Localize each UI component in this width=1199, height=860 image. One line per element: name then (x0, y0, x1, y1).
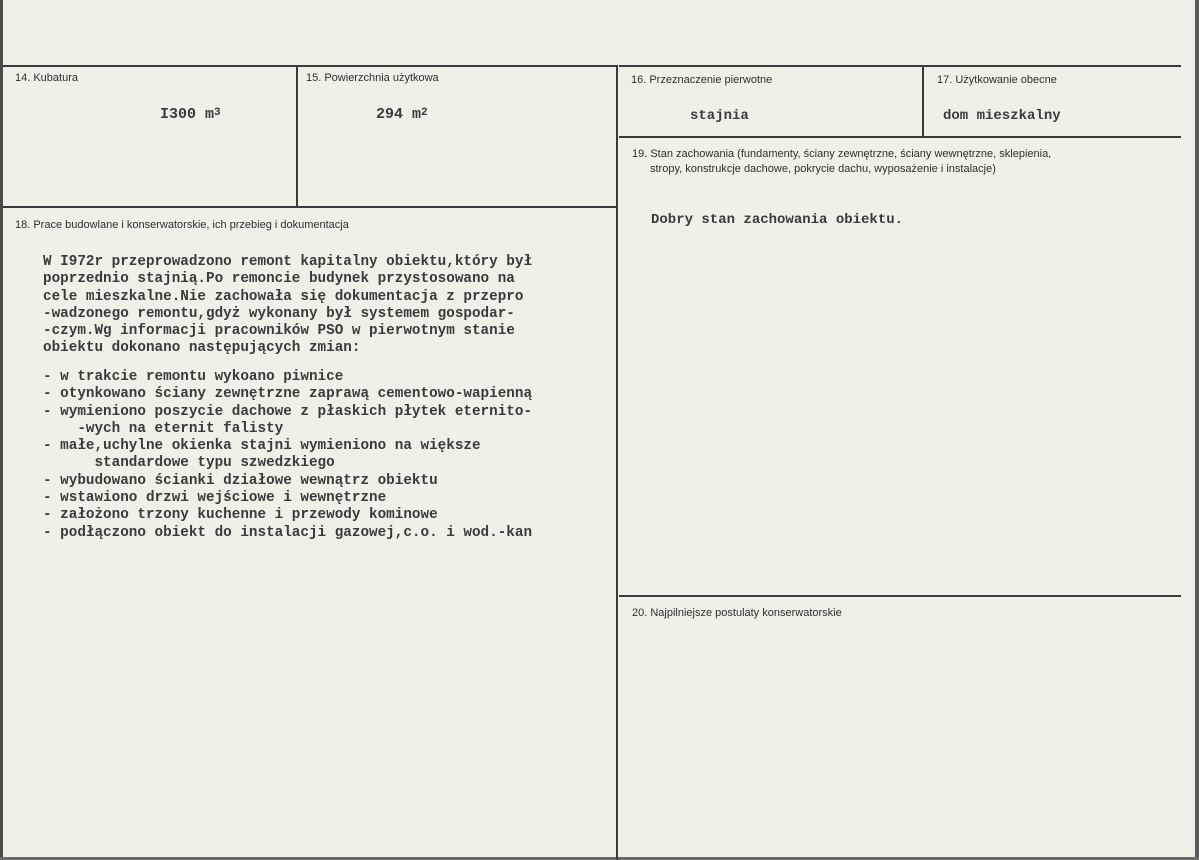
field-14-label: 14. Kubatura (15, 72, 78, 84)
field-15-label: 15. Powierzchnia użytkowa (306, 72, 439, 84)
field-18-change-list (43, 369, 621, 542)
list-item-continuation: -wych na eternit falisty (43, 420, 284, 437)
list-item: - założono trzony kuchenne i przewody kominowe (43, 507, 438, 524)
bleed-through-texture (60, 690, 560, 770)
list-item-continuation: standardowe typu szwedzkiego (43, 455, 335, 472)
list-item: - wymieniono poszycie dachowe z płaskich płytek eternito- (43, 403, 533, 420)
field-15-unit-exponent: 2 (421, 107, 428, 119)
field-17-value: dom mieszkalny (943, 108, 1061, 124)
list-item: - wstawiono drzwi wejściowe i wewnętrzne (43, 490, 387, 507)
list-item: - podłączono obiekt do instalacji gazowej,c.o. i wod.-kan (43, 524, 533, 541)
paragraph-line: -wadzonego remontu,gdyż wykonany był systemem gospodar- (43, 305, 515, 322)
rule-under-14-15 (3, 206, 617, 208)
field-14-unit-exponent: 3 (214, 107, 221, 119)
list-item: - otynkowano ściany zewnętrzne zaprawą cementowo-wapienną (43, 386, 533, 403)
card-edge-right (1195, 0, 1199, 860)
rule-under-19 (619, 595, 1181, 597)
field-16-value: stajnia (690, 108, 749, 124)
field-18-label: 18. Prace budowlane i konserwatorskie, ich przebieg i dokumentacja (15, 219, 349, 231)
card-edge-left (0, 0, 3, 860)
field-19-value: Dobry stan zachowania obiektu. (651, 212, 904, 228)
field-14-value: I300 $m^3$ (160, 106, 221, 123)
paragraph-line: poprzednio stajnią.Po remoncie budynek przystosowano na (43, 271, 515, 288)
paragraph-line: W I972r przeprowadzono remont kapitalny obiektu,który był (43, 254, 533, 270)
list-item: - małe,uchylne okienka stajni wymieniono na większe (43, 438, 481, 455)
paragraph-line: -czym.Wg informacji pracowników PSO w pierwotnym stanie (43, 323, 515, 340)
rule-top-right (619, 65, 1181, 67)
field-20-label: 20. Najpilniejsze postulaty konserwatorskie (632, 607, 842, 619)
field-19-label-line-2: stropy, konstrukcje dachowe, pokrycie dachu, wyposażenie i instalacje) (650, 163, 996, 175)
list-item: - wybudowano ścianki działowe wewnątrz obiektu (43, 472, 438, 489)
field-16-label: 16. Przeznaczenie pierwotne (631, 74, 773, 86)
divider-16-17 (922, 65, 924, 138)
field-17-label: 17. Użytkowanie obecne (937, 74, 1057, 86)
paragraph-line: cele mieszkalne.Nie zachowała się dokumentacja z przepro (43, 288, 524, 305)
list-item: - w trakcie remontu wykoano piwnice (43, 369, 344, 385)
rule-top-left (3, 65, 617, 67)
paragraph-line: obiektu dokonano następujących zmian: (43, 340, 361, 357)
field-15-value: 294 $m^2$ (376, 106, 428, 123)
field-19-label-line-1: 19. Stan zachowania (fundamenty, ściany zewnętrzne, ściany wewnętrzne, sklepienia, (632, 148, 1052, 160)
field-18-paragraph (43, 254, 615, 358)
rule-under-16-17 (619, 136, 1181, 138)
divider-14-15 (296, 65, 298, 208)
